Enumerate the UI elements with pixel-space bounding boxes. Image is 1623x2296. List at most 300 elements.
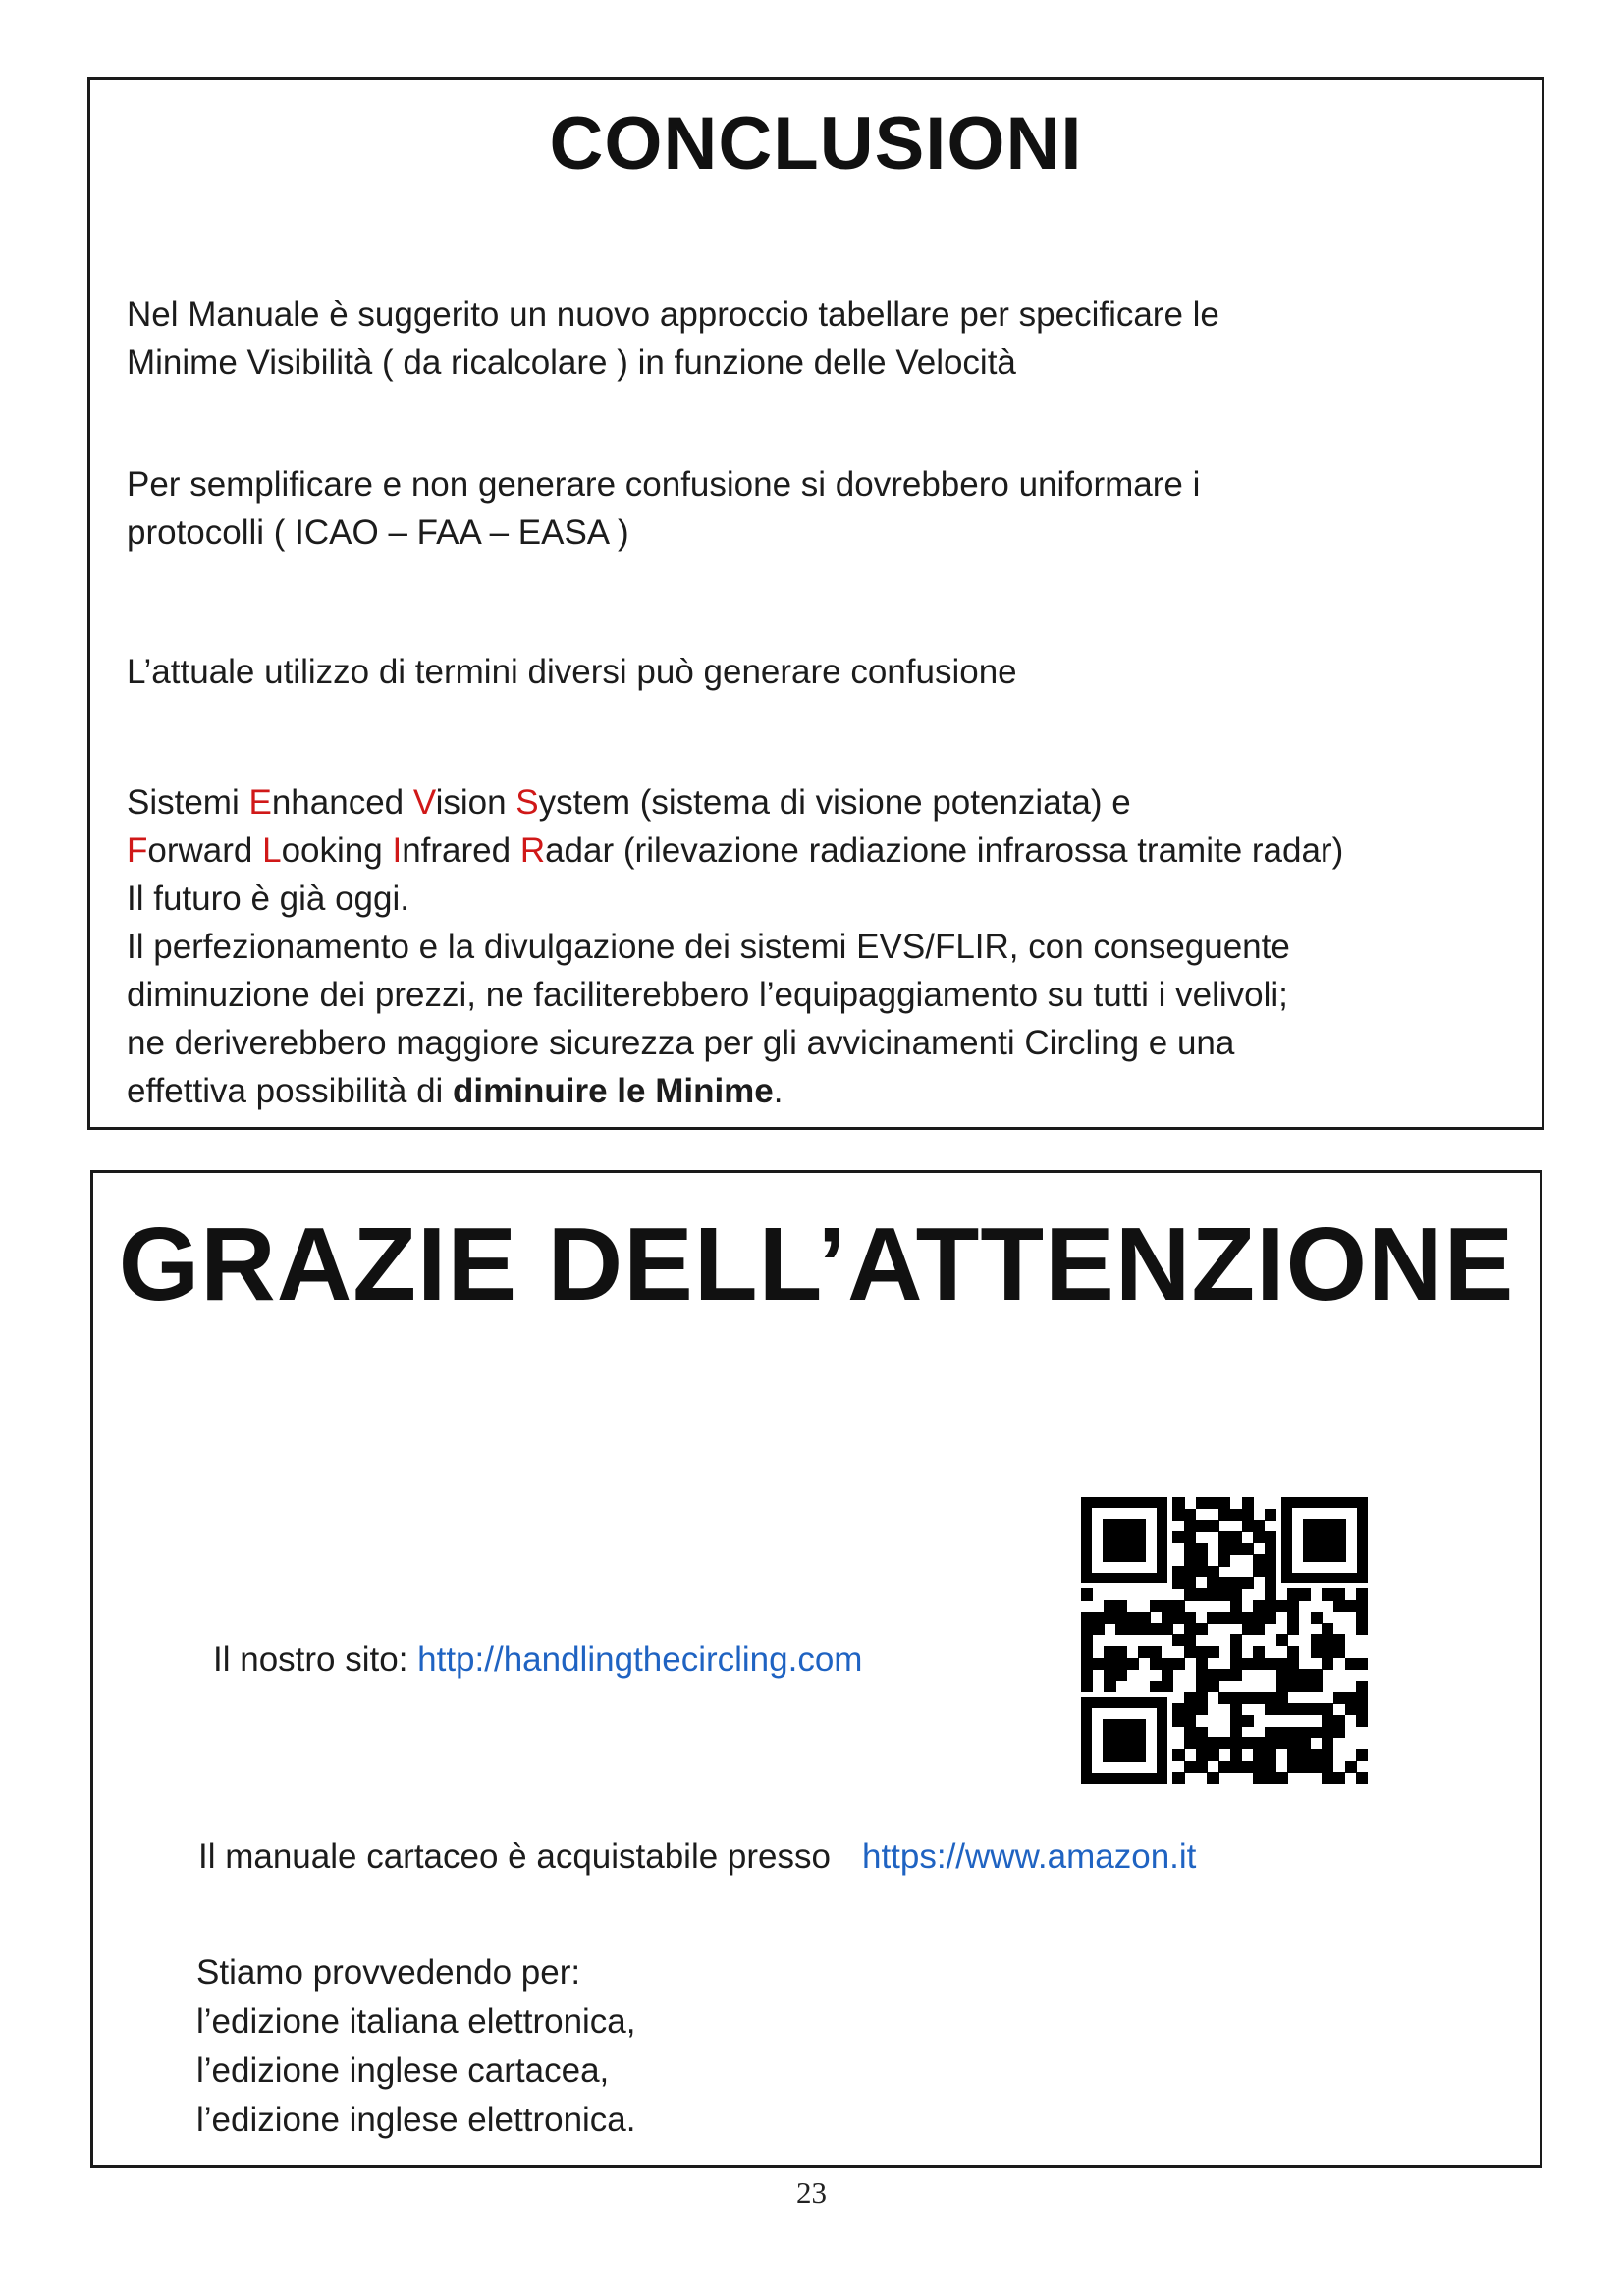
qr-module xyxy=(1081,1681,1093,1692)
qr-module xyxy=(1322,1646,1333,1658)
qr-module xyxy=(1184,1646,1196,1658)
qr-module xyxy=(1150,1646,1162,1658)
qr-module xyxy=(1081,1634,1093,1646)
qr-module xyxy=(1115,1669,1127,1681)
qr-module xyxy=(1230,1509,1242,1521)
qr-module xyxy=(1150,1623,1162,1634)
qr-finder xyxy=(1081,1697,1167,1784)
qr-module xyxy=(1104,1669,1115,1681)
qr-module xyxy=(1162,1658,1173,1670)
qr-module xyxy=(1127,1658,1139,1670)
qr-module xyxy=(1276,1634,1288,1646)
acronym-letter: S xyxy=(515,783,539,822)
qr-module xyxy=(1333,1600,1345,1612)
qr-module xyxy=(1356,1600,1368,1612)
qr-module xyxy=(1196,1749,1208,1761)
qr-finder xyxy=(1081,1497,1167,1583)
purchase-label: Il manuale cartaceo è acquistabile presso xyxy=(198,1838,831,1876)
qr-module xyxy=(1265,1543,1276,1555)
qr-module xyxy=(1104,1646,1115,1658)
qr-module xyxy=(1196,1497,1208,1509)
qr-module xyxy=(1196,1554,1208,1566)
qr-module xyxy=(1230,1612,1242,1624)
qr-module xyxy=(1287,1703,1299,1715)
acronym-letter: L xyxy=(262,831,282,870)
qr-module xyxy=(1265,1737,1276,1749)
qr-module xyxy=(1299,1761,1311,1773)
qr-module xyxy=(1115,1612,1127,1624)
conclusions-title: CONCLUSIONI xyxy=(549,102,1083,186)
qr-module xyxy=(1287,1600,1299,1612)
acronym-letter: F xyxy=(127,831,148,870)
qr-module xyxy=(1242,1737,1254,1749)
qr-module xyxy=(1218,1497,1230,1509)
qr-module xyxy=(1218,1543,1230,1555)
qr-module xyxy=(1138,1612,1150,1624)
qr-module xyxy=(1196,1669,1208,1681)
text-run: . xyxy=(773,1072,784,1110)
qr-module xyxy=(1093,1658,1105,1670)
qr-module xyxy=(1172,1715,1184,1727)
qr-module xyxy=(1196,1727,1208,1738)
qr-module xyxy=(1230,1703,1242,1715)
qr-module xyxy=(1265,1600,1276,1612)
qr-module xyxy=(1287,1646,1299,1658)
qr-module xyxy=(1218,1669,1230,1681)
qr-module xyxy=(1172,1577,1184,1589)
qr-module xyxy=(1104,1612,1115,1624)
qr-module xyxy=(1218,1509,1230,1521)
qr-module xyxy=(1184,1531,1196,1543)
paragraph-line: Minime Visibilità ( da ricalcolare ) in funzione delle Velocità xyxy=(127,344,1016,382)
editions-line: l’edizione italiana elettronica, xyxy=(196,2002,636,2041)
qr-module xyxy=(1127,1623,1139,1634)
qr-module xyxy=(1172,1658,1184,1670)
qr-module xyxy=(1311,1727,1323,1738)
qr-module xyxy=(1265,1761,1276,1773)
qr-module xyxy=(1218,1588,1230,1600)
qr-module xyxy=(1311,1634,1323,1646)
qr-module xyxy=(1265,1749,1276,1761)
qr-module xyxy=(1230,1715,1242,1727)
qr-module xyxy=(1242,1520,1254,1531)
qr-module xyxy=(1150,1600,1162,1612)
qr-module xyxy=(1230,1577,1242,1589)
paragraph-line: Per semplificare e non generare confusione si dovrebbero uniformare i xyxy=(127,465,1201,504)
qr-module xyxy=(1196,1681,1208,1692)
qr-module xyxy=(1218,1761,1230,1773)
qr-module xyxy=(1287,1658,1299,1670)
qr-module xyxy=(1162,1681,1173,1692)
qr-module xyxy=(1242,1543,1254,1555)
qr-module xyxy=(1184,1634,1196,1646)
qr-module xyxy=(1265,1612,1276,1624)
qr-module xyxy=(1242,1761,1254,1773)
qr-module xyxy=(1207,1681,1218,1692)
qr-module xyxy=(1207,1612,1218,1624)
website-link[interactable]: http://handlingthecircling.com xyxy=(417,1640,863,1679)
qr-module xyxy=(1196,1658,1208,1670)
paragraph-line: ne deriverebbero maggiore sicurezza per gli avvicinamenti Circling e una xyxy=(127,1024,1235,1062)
flir-line xyxy=(127,827,1532,875)
qr-module xyxy=(1287,1727,1299,1738)
qr-module xyxy=(1230,1761,1242,1773)
qr-module xyxy=(1196,1588,1208,1600)
qr-module xyxy=(1287,1681,1299,1692)
qr-module xyxy=(1230,1658,1242,1670)
qr-module xyxy=(1253,1761,1265,1773)
qr-module xyxy=(1207,1497,1218,1509)
purchase-line xyxy=(198,1838,1196,1877)
qr-module xyxy=(1081,1623,1093,1634)
qr-module xyxy=(1265,1772,1276,1784)
qr-module xyxy=(1356,1703,1368,1715)
qr-module xyxy=(1162,1623,1173,1634)
qr-module xyxy=(1322,1715,1333,1727)
qr-module xyxy=(1276,1681,1288,1692)
qr-module xyxy=(1322,1737,1333,1749)
qr-module xyxy=(1081,1658,1093,1670)
qr-module xyxy=(1184,1577,1196,1589)
qr-module xyxy=(1196,1692,1208,1704)
qr-module xyxy=(1253,1520,1265,1531)
qr-module xyxy=(1172,1749,1184,1761)
qr-module xyxy=(1253,1531,1265,1543)
qr-module xyxy=(1162,1612,1173,1624)
qr-module xyxy=(1184,1543,1196,1555)
qr-module xyxy=(1172,1531,1184,1543)
qr-module xyxy=(1333,1727,1345,1738)
qr-module xyxy=(1276,1658,1288,1670)
qr-module xyxy=(1299,1681,1311,1692)
qr-module xyxy=(1115,1658,1127,1670)
qr-module xyxy=(1230,1634,1242,1646)
qr-module xyxy=(1196,1566,1208,1577)
qr-module xyxy=(1356,1681,1368,1692)
qr-module xyxy=(1172,1612,1184,1624)
thanks-title: GRAZIE DELL’ATTENZIONE xyxy=(118,1206,1515,1322)
qr-module xyxy=(1322,1588,1333,1600)
qr-module xyxy=(1322,1761,1333,1773)
qr-module xyxy=(1276,1692,1288,1704)
qr-module xyxy=(1081,1669,1093,1681)
qr-module xyxy=(1093,1612,1105,1624)
qr-module xyxy=(1115,1600,1127,1612)
qr-module xyxy=(1265,1703,1276,1715)
qr-module xyxy=(1311,1669,1323,1681)
thanks-slide xyxy=(90,1170,1542,2168)
acronym-letter: E xyxy=(248,783,272,822)
qr-module xyxy=(1230,1727,1242,1738)
qr-module xyxy=(1265,1727,1276,1738)
qr-module xyxy=(1162,1600,1173,1612)
qr-module xyxy=(1287,1588,1299,1600)
paragraph-line: Il perfezionamento e la divulgazione dei sistemi EVS/FLIR, con conseguente xyxy=(127,928,1290,966)
qr-module xyxy=(1242,1658,1254,1670)
qr-module xyxy=(1253,1612,1265,1624)
qr-module xyxy=(1265,1588,1276,1600)
qr-module xyxy=(1150,1658,1162,1670)
qr-module xyxy=(1172,1497,1184,1509)
qr-module xyxy=(1104,1600,1115,1612)
qr-module xyxy=(1230,1737,1242,1749)
protocols-paragraph xyxy=(127,460,1532,557)
conclusions-slide xyxy=(87,77,1544,1130)
qr-module xyxy=(1345,1600,1357,1612)
qr-module xyxy=(1196,1646,1208,1658)
qr-module xyxy=(1196,1703,1208,1715)
qr-module xyxy=(1184,1692,1196,1704)
text-run: (sistema di visione potenziata) e xyxy=(630,783,1131,822)
qr-module xyxy=(1356,1588,1368,1600)
qr-module xyxy=(1356,1623,1368,1634)
qr-module xyxy=(1299,1727,1311,1738)
qr-module xyxy=(1287,1749,1299,1761)
text-run: (rilevazione radiazione infrarossa tramite radar) xyxy=(614,831,1344,870)
qr-module xyxy=(1299,1749,1311,1761)
qr-module xyxy=(1093,1623,1105,1634)
qr-module xyxy=(1265,1531,1276,1543)
evs-flir-paragraph xyxy=(127,778,1532,1115)
qr-module xyxy=(1265,1577,1276,1589)
editions-line: Stiamo provvedendo per: xyxy=(196,1953,581,1992)
qr-module xyxy=(1138,1646,1150,1658)
qr-module xyxy=(1242,1623,1254,1634)
qr-module xyxy=(1218,1612,1230,1624)
qr-module xyxy=(1345,1761,1357,1773)
qr-module xyxy=(1322,1634,1333,1646)
qr-module xyxy=(1311,1749,1323,1761)
qr-module xyxy=(1081,1588,1093,1600)
text-run: Sistemi xyxy=(127,783,249,822)
qr-module xyxy=(1242,1715,1254,1727)
editions-line: l’edizione inglese cartacea, xyxy=(196,2052,610,2090)
qr-module xyxy=(1253,1600,1265,1612)
paragraph-line: Nel Manuale è suggerito un nuovo approccio tabellare per specificare le xyxy=(127,295,1219,334)
qr-module xyxy=(1333,1646,1345,1658)
qr-module xyxy=(1150,1681,1162,1692)
qr-module xyxy=(1162,1669,1173,1681)
qr-module xyxy=(1265,1692,1276,1704)
qr-module xyxy=(1172,1600,1184,1612)
qr-module xyxy=(1287,1737,1299,1749)
qr-module xyxy=(1311,1681,1323,1692)
qr-module xyxy=(1207,1520,1218,1531)
qr-module xyxy=(1207,1577,1218,1589)
qr-module xyxy=(1299,1588,1311,1600)
qr-module xyxy=(1196,1761,1208,1773)
qr-module xyxy=(1115,1623,1127,1634)
qr-module xyxy=(1311,1703,1323,1715)
qr-module xyxy=(1242,1577,1254,1589)
qr-module xyxy=(1311,1646,1323,1658)
closing-line xyxy=(127,1067,1532,1115)
upcoming-editions xyxy=(196,1949,636,2145)
qr-module xyxy=(1196,1520,1208,1531)
qr-module xyxy=(1356,1715,1368,1727)
qr-module xyxy=(1230,1646,1242,1658)
acronym-letter: R xyxy=(519,831,546,870)
qr-module xyxy=(1276,1727,1288,1738)
qr-module xyxy=(1172,1566,1184,1577)
qr-module xyxy=(1322,1658,1333,1670)
qr-module xyxy=(1253,1658,1265,1670)
qr-module xyxy=(1276,1669,1288,1681)
paragraph-line: protocolli ( ICAO – FAA – EASA ) xyxy=(127,513,629,552)
qr-module xyxy=(1356,1612,1368,1624)
qr-module xyxy=(1276,1600,1288,1612)
qr-module xyxy=(1356,1658,1368,1670)
qr-module xyxy=(1311,1612,1323,1624)
qr-module xyxy=(1265,1554,1276,1566)
qr-module xyxy=(1322,1623,1333,1634)
paragraph-line: Il futuro è già oggi. xyxy=(127,880,409,918)
qr-module xyxy=(1356,1749,1368,1761)
qr-module xyxy=(1184,1554,1196,1566)
qr-module xyxy=(1184,1715,1196,1727)
text-run: effettiva possibilità di xyxy=(127,1072,454,1110)
qr-module xyxy=(1242,1509,1254,1521)
qr-module xyxy=(1242,1692,1254,1704)
qr-module xyxy=(1207,1669,1218,1681)
paragraph-line: diminuzione dei prezzi, ne faciliterebbero l’equipaggiamento su tutti i velivoli; xyxy=(127,976,1288,1014)
qr-module xyxy=(1230,1669,1242,1681)
qr-module xyxy=(1172,1772,1184,1784)
qr-module xyxy=(1081,1646,1093,1658)
qr-module xyxy=(1299,1669,1311,1681)
qr-module xyxy=(1196,1543,1208,1555)
qr-module xyxy=(1196,1737,1208,1749)
qr-module xyxy=(1184,1520,1196,1531)
text-run: ystem xyxy=(538,783,631,822)
terminology-paragraph xyxy=(127,648,1532,696)
qr-module xyxy=(1207,1737,1218,1749)
text-run: adar xyxy=(545,831,615,870)
page-number: 23 xyxy=(796,2175,827,2210)
evs-line xyxy=(127,778,1532,827)
qr-module xyxy=(1265,1566,1276,1577)
qr-module xyxy=(1184,1703,1196,1715)
qr-module xyxy=(1287,1669,1299,1681)
qr-module xyxy=(1104,1658,1115,1670)
qr-module xyxy=(1276,1703,1288,1715)
qr-module xyxy=(1230,1543,1242,1555)
qr-module xyxy=(1299,1737,1311,1749)
qr-module xyxy=(1184,1566,1196,1577)
qr-module xyxy=(1127,1612,1139,1624)
qr-module xyxy=(1322,1703,1333,1715)
qr-module xyxy=(1184,1761,1196,1773)
qr-module xyxy=(1333,1692,1345,1704)
qr-module xyxy=(1345,1703,1357,1715)
qr-module xyxy=(1287,1612,1299,1624)
qr-module xyxy=(1172,1634,1184,1646)
qr-module xyxy=(1104,1681,1115,1692)
qr-module xyxy=(1230,1531,1242,1543)
qr-module xyxy=(1253,1566,1265,1577)
qr-module xyxy=(1230,1692,1242,1704)
qr-module xyxy=(1172,1703,1184,1715)
qr-module xyxy=(1207,1772,1218,1784)
qr-module xyxy=(1253,1623,1265,1634)
bold-emphasis: diminuire le Minime xyxy=(453,1072,774,1110)
qr-module xyxy=(1322,1749,1333,1761)
qr-module xyxy=(1081,1612,1093,1624)
qr-module xyxy=(1287,1761,1299,1773)
qr-module xyxy=(1345,1692,1357,1704)
amazon-link[interactable]: https://www.amazon.it xyxy=(861,1838,1197,1876)
qr-module xyxy=(1242,1612,1254,1624)
qr-finder xyxy=(1281,1497,1368,1583)
qr-module xyxy=(1253,1692,1265,1704)
editions-line: l’edizione inglese elettronica. xyxy=(196,2101,636,2139)
qr-module xyxy=(1333,1634,1345,1646)
qr-module xyxy=(1242,1497,1254,1509)
website-label: Il nostro sito: xyxy=(213,1640,418,1679)
text-run: ision xyxy=(435,783,516,822)
qr-module xyxy=(1138,1623,1150,1634)
qr-module xyxy=(1207,1588,1218,1600)
qr-module xyxy=(1311,1761,1323,1773)
qr-module xyxy=(1265,1658,1276,1670)
qr-module xyxy=(1333,1772,1345,1784)
qr-module xyxy=(1287,1623,1299,1634)
qr-module xyxy=(1218,1531,1230,1543)
qr-module xyxy=(1172,1509,1184,1521)
qr-module xyxy=(1230,1749,1242,1761)
qr-module xyxy=(1218,1554,1230,1566)
qr-module xyxy=(1184,1727,1196,1738)
qr-module xyxy=(1218,1692,1230,1704)
qr-module xyxy=(1253,1737,1265,1749)
qr-module xyxy=(1207,1749,1218,1761)
qr-module xyxy=(1299,1703,1311,1715)
qr-module xyxy=(1253,1646,1265,1658)
qr-module xyxy=(1184,1623,1196,1634)
qr-module xyxy=(1184,1509,1196,1521)
qr-module xyxy=(1253,1772,1265,1784)
qr-module xyxy=(1230,1588,1242,1600)
text-run: ooking xyxy=(281,831,393,870)
website-line xyxy=(213,1640,862,1680)
qr-module xyxy=(1276,1772,1288,1784)
qr-module xyxy=(1196,1623,1208,1634)
text-run: nhanced xyxy=(271,783,413,822)
manual-suggestion-paragraph xyxy=(127,291,1532,387)
qr-module xyxy=(1207,1566,1218,1577)
acronym-letter: V xyxy=(412,783,436,822)
qr-module xyxy=(1333,1715,1345,1727)
qr-module xyxy=(1265,1509,1276,1521)
qr-module xyxy=(1345,1658,1357,1670)
paragraph-line: L’attuale utilizzo di termini diversi può generare confusione xyxy=(127,653,1017,691)
qr-module xyxy=(1184,1588,1196,1600)
qr-module xyxy=(1333,1588,1345,1600)
qr-module xyxy=(1253,1554,1265,1566)
qr-code-icon xyxy=(1081,1497,1368,1784)
qr-module xyxy=(1356,1772,1368,1784)
qr-module xyxy=(1322,1727,1333,1738)
qr-module xyxy=(1356,1692,1368,1704)
qr-module xyxy=(1115,1646,1127,1658)
qr-module xyxy=(1184,1612,1196,1624)
qr-module xyxy=(1207,1646,1218,1658)
text-run: orward xyxy=(147,831,263,870)
qr-module xyxy=(1230,1600,1242,1612)
text-run: nfrared xyxy=(402,831,520,870)
qr-module xyxy=(1218,1577,1230,1589)
qr-module xyxy=(1253,1749,1265,1761)
